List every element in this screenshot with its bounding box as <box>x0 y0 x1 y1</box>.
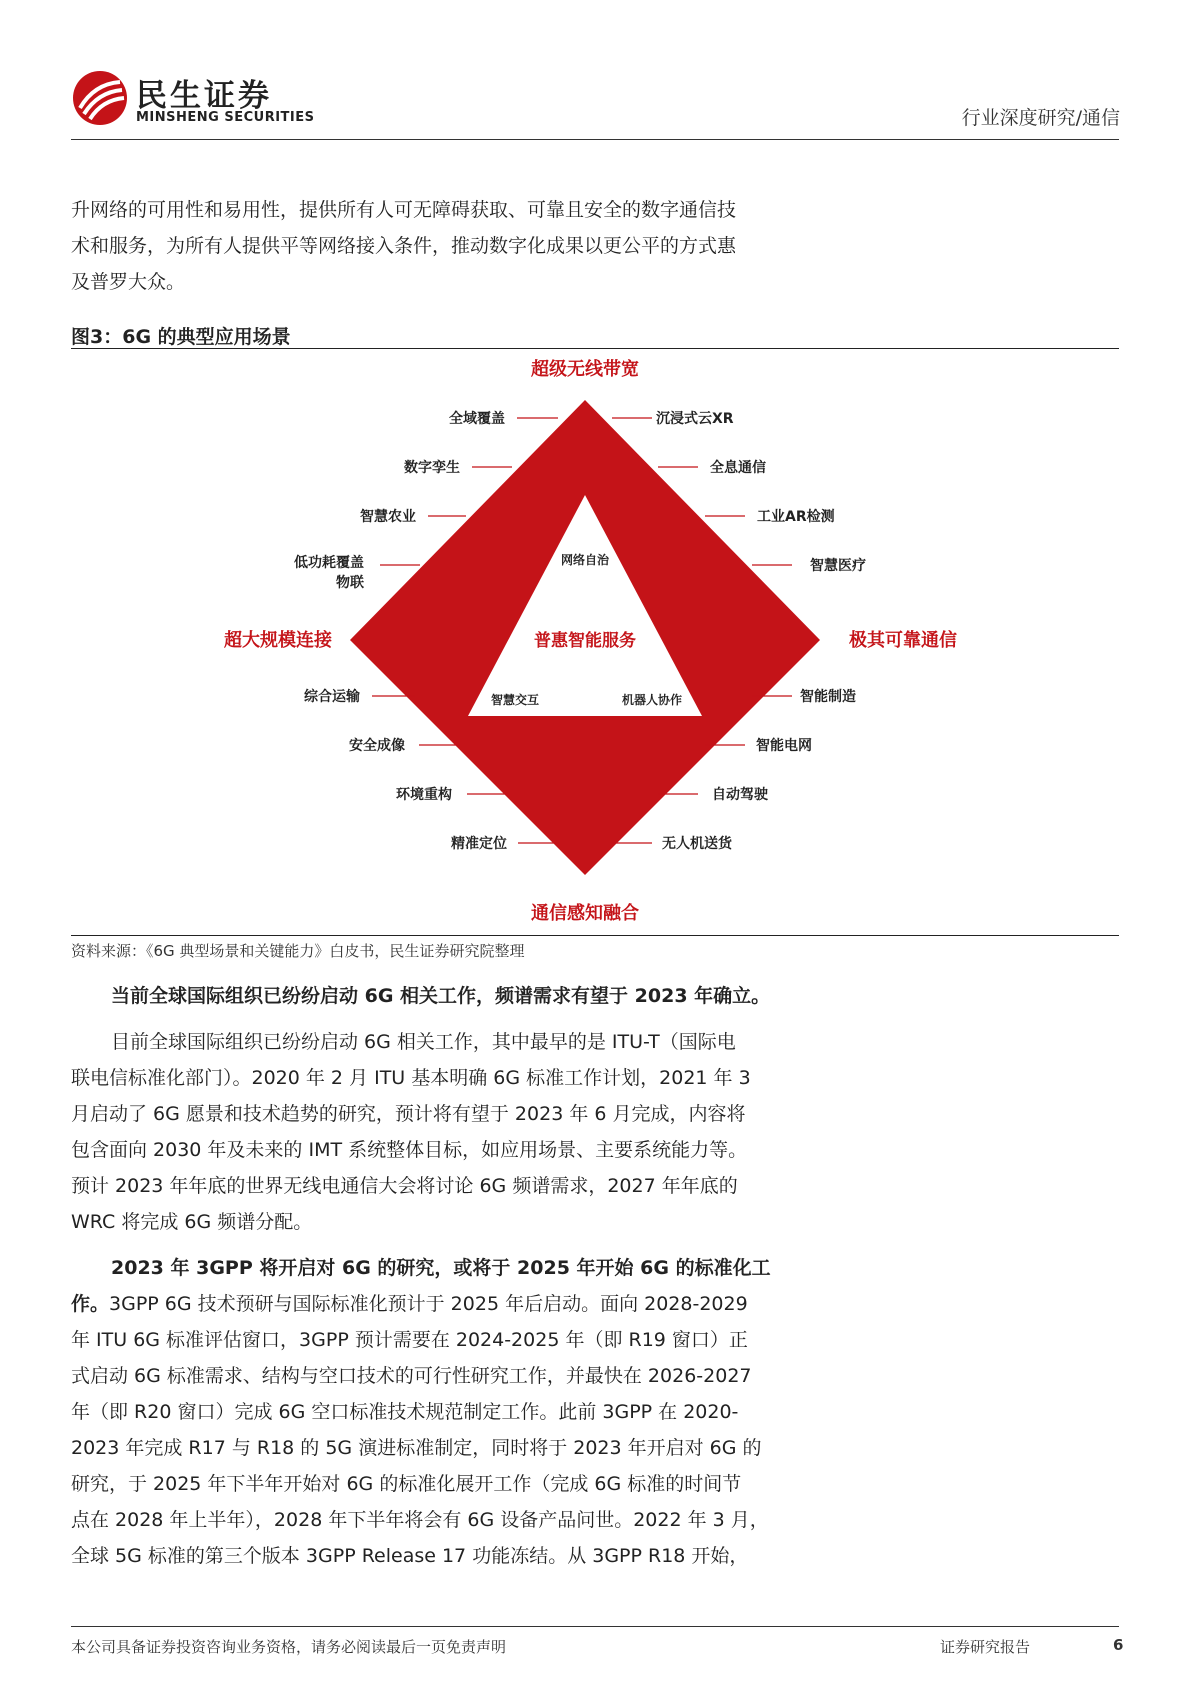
report-section: 行业深度研究/通信 <box>961 107 1120 129</box>
figure-source: 资料来源：《6G 典型场景和关键能力》白皮书，民生证券研究院整理 <box>71 942 525 960</box>
corner-bottom: 通信感知融合 <box>531 903 639 924</box>
scenario-label: 智慧农业 <box>360 509 416 525</box>
footer-disclaimer: 本公司具备证券投资咨询业务资格，请务必阅读最后一页免责声明 <box>71 1638 507 1656</box>
section2-line-5: 2023 年完成 R17 与 R18 的 5G 演进标准制定，同时将于 2023 年开启对 6G 的 <box>71 1437 762 1459</box>
scenario-label: 全息通信 <box>710 460 766 476</box>
inner-bottom-right: 机器人协作 <box>621 693 683 707</box>
header-divider <box>71 139 1119 140</box>
scenario-label: 智能制造 <box>800 689 856 705</box>
section1-line-3: 月启动了 6G 愿景和技术趋势的研究，预计将有望于 2023 年 6 月完成，内容将 <box>71 1103 746 1125</box>
scenario-label: 智能电网 <box>756 738 812 754</box>
footer-divider <box>71 1626 1119 1627</box>
scenario-label: 自动驾驶 <box>712 787 768 803</box>
page-number: 6 <box>1113 1636 1124 1654</box>
scenario-label: 数字孪生 <box>404 460 460 476</box>
section2-line-4: 年（即 R20 窗口）完成 6G 空口标准技术规范制定工作。此前 3GPP 在 2020- <box>71 1401 739 1423</box>
scenario-label: 低功耗覆盖 <box>294 555 364 571</box>
section2-line-1 <box>71 1286 791 1322</box>
footer-label: 证券研究报告 <box>940 1638 1031 1656</box>
brand-name-cn: 民生证券 <box>136 78 272 114</box>
scenario-label: 精准定位 <box>451 836 507 852</box>
scenario-label: 物联 <box>336 575 364 591</box>
scenario-label: 工业AR检测 <box>757 509 835 525</box>
section2-heading-end: 作。 <box>71 1293 110 1315</box>
scenario-diagram <box>0 350 1190 933</box>
corner-top: 超级无线带宽 <box>531 359 639 380</box>
intro-line-3: 及普罗大众。 <box>71 271 186 293</box>
corner-right: 极其可靠通信 <box>849 630 957 651</box>
section2-heading: 2023 年 3GPP 将开启对 6G 的研究，或将于 2025 年开始 6G 的标准化工 <box>111 1257 771 1279</box>
scenario-label: 综合运输 <box>304 689 360 705</box>
scenario-label: 智慧医疗 <box>810 558 866 574</box>
section1-line-4: 包含面向 2030 年及未来的 IMT 系统整体目标，如应用场景、主要系统能力等。 <box>71 1139 748 1161</box>
brand-name-en: MINSHENG SECURITIES <box>136 110 315 125</box>
section1-line-5: 预计 2023 年年底的世界无线电通信大会将讨论 6G 频谱需求，2027 年年底的 <box>71 1175 738 1197</box>
center-label: 普惠智能服务 <box>534 631 636 651</box>
scenario-label: 环境重构 <box>396 787 452 803</box>
figure-top-divider <box>71 348 1119 349</box>
section2-line-3: 式启动 6G 标准需求、结构与空口技术的可行性研究工作，并最快在 2026-2027 <box>71 1365 752 1387</box>
section2-line-1-text: 3GPP 6G 技术预研与国际标准化预计于 2025 年后启动。面向 2028-2029 <box>109 1293 748 1315</box>
scenario-label: 全域覆盖 <box>449 411 505 427</box>
section1-line-6: WRC 将完成 6G 频谱分配。 <box>71 1211 313 1233</box>
inner-bottom-left: 智慧交互 <box>490 693 540 707</box>
section2-line-6: 研究，于 2025 年下半年开始对 6G 的标准化展开工作（完成 6G 标准的时间节 <box>71 1473 742 1495</box>
inner-top: 网络自治 <box>560 553 610 567</box>
scenario-label: 安全成像 <box>349 738 405 754</box>
section2-line-8: 全球 5G 标准的第三个版本 3GPP Release 17 功能冻结。从 3GPP R18 开始， <box>71 1545 749 1567</box>
section1-line-2: 联电信标准化部门）。2020 年 2 月 ITU 基本明确 6G 标准工作计划，2021 年 3 <box>71 1067 751 1089</box>
intro-line-1: 升网络的可用性和易用性，提供所有人可无障碍获取、可靠且安全的数字通信技 <box>71 199 737 221</box>
figure-title: 图3：6G 的典型应用场景 <box>71 326 291 348</box>
figure-bottom-divider <box>71 935 1119 936</box>
corner-left: 超大规模连接 <box>224 630 332 651</box>
scenario-label: 无人机送货 <box>662 836 732 852</box>
scenario-label: 沉浸式云XR <box>656 411 734 427</box>
section1-heading: 当前全球国际组织已纷纷启动 6G 相关工作，频谱需求有望于 2023 年确立。 <box>111 985 771 1007</box>
intro-line-2: 术和服务，为所有人提供平等网络接入条件，推动数字化成果以更公平的方式惠 <box>71 235 737 257</box>
section2-line-2: 年 ITU 6G 标准评估窗口，3GPP 预计需要在 2024-2025 年（即 R19 窗口）正 <box>71 1329 748 1351</box>
section1-line-1: 目前全球国际组织已纷纷启动 6G 相关工作，其中最早的是 ITU-T（国际电 <box>111 1031 736 1053</box>
brand-logo-icon <box>72 70 128 126</box>
section2-line-7: 点在 2028 年上半年），2028 年下半年将会有 6G 设备产品问世。2022 年 3 月， <box>71 1509 769 1531</box>
